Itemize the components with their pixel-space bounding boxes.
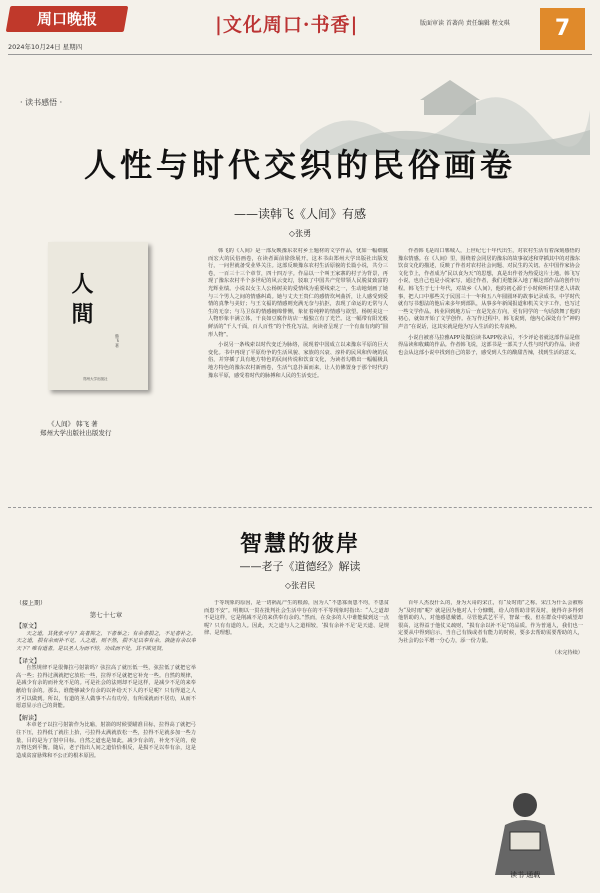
article1-subtitle: ——读韩飞《人间》有感 [233, 207, 366, 221]
paragraph: 于等现象的原因，是一切祸乱产生的根源，因为人“不患寡而患不均，不患贫而患不安”。明朝以一贯在批判社会生活中存在的不平等现象时指出：“人之道却不是这样，它是削减不足的来供奉有余的。”然而，在众多的人中谁能做到这一点呢？只有有道的人。因此，天之道与人之道相较，‘损有余补不足’是天道、是规律、是理想。 [204, 600, 389, 637]
issue-date: 2024年10月24日 星期四 [8, 43, 83, 51]
article1-byline: ◇张勇 [288, 229, 312, 238]
article2-column3 [398, 600, 583, 760]
caption-line: 郑州大学出版社出版发行 [40, 429, 112, 437]
article2-headline: 智慧的彼岸 [239, 531, 360, 557]
original-tag: 【原文】 [16, 623, 41, 631]
article2-column1 [16, 600, 196, 890]
book-cover-author: 韩飞 著 [115, 334, 120, 348]
section-title: |文化周口·书香| [215, 14, 359, 36]
header-divider [8, 54, 592, 55]
book-cover-title: 人間 [68, 272, 94, 332]
analysis-text: 本章老子以拉弓射箭作为比喻，射箭的时候要瞄准目标，拉得高了就把弓往下压，拉得低了就往上抬，弓拉得太满就放松一些，拉得不足就多加一些力量，目的是为了射中目标。自然之道也是如此，减少有余的，补充不足的，使万物达到平衡。随后，老子指出人间之道恰恰相反，是损不足以奉有余，这是造成贫富悬殊和不公正的根本原因。 [16, 722, 196, 759]
to-be-continued: （未完待续） [551, 649, 583, 656]
editor-credits: 版面审读 首著尚 责任编辑 程文琪 [420, 20, 510, 27]
caption-line: 《人间》 韩飞 著 [48, 420, 98, 428]
paragraph: 小说自被喜马拉雅APP及微信读书APP收录后，不少评论者就这部作品是值得品读和收藏的作品。作者韩飞说，这部书是一部关于人性与时代的作品。读者也会从这部小说中找到自己的影子，感受到人生的酸甜苦辣，找到生活的意义。 [398, 334, 580, 356]
article2-subtitle: ——老子《道德经》解读 [239, 560, 361, 573]
reading-figure-illustration [470, 780, 580, 880]
chapter-heading: 第七十七章 [89, 610, 123, 619]
article1-column2 [398, 248, 580, 493]
book-cover [48, 242, 148, 390]
masthead-logo [6, 6, 129, 32]
analysis-tag: 【解读】 [16, 714, 41, 722]
illustration-caption: 读书·通载 [510, 871, 541, 879]
paragraph: 百年人杰没什么的，身为大哥的宋江，有“及时雨”之称。宋江为什么会被称为“及时雨”呢？就是因为他对人十分慷慨，给人的帮助非常及时，使得许多得到他帮助的人，对他感恩戴德。尽管他武艺平平，智谋一般，但在群众中的威望却很高，这得益于他仗义疏财，“损有余以补不足”的品质。作为普通人，我们也一定要从中得到启示，当自己有钱或者有能力的时候，要多去帮助需要帮助的人，为社会的公平增一分心力，添一份力量。 [398, 600, 583, 644]
book-caption [20, 420, 190, 438]
article-divider [8, 507, 592, 508]
article2-byline: ◇张君民 [284, 581, 316, 590]
paragraph: 小说另一条线索以时代变迁为脉络，展现着中国成立以来豫东平原的巨大变化。书中再现了平原纷争的生活风貌、家族的兴衰、淳朴的民风和传统的民俗，并穿插了具有地方特色的民间传说和饮食文化，为读者勾勒出一幅幅极具地方特色的豫东农村新画卷，生活气息扑面而来，让人仿佛置身于那个时代的豫东平原，感受着时代的脉搏和人民的生活变迁。 [208, 342, 388, 379]
original-text: 天之道，其犹张弓与？高者抑之，下者举之；有余者损之，不足者补之。天之道，损有余而补不足。人之道，则不然，损不足以奉有余。孰能有余以奉天下？唯有道者。是以圣人为而不恃，功成而不处，其不欲见贤。 [16, 630, 196, 652]
page-number: 7 [540, 8, 585, 50]
article2-column2 [204, 600, 389, 890]
paragraph: 韩飞的《人间》是一部反映豫东农村乡土题材的文学作品，忧如一幅细腻而宏大的民俗画卷，在读者面前徐徐展开。这本书由郑州大学出版社出版发行，一问世就备受业界关注。这部反映豫东农村生活原貌的长篇小说，共分三卷，一百三十三个章节，四十四万字。作品以一个叫王家寨的村子为背景，再现了豫东农村半个多世纪的风云变幻，驳取了中国共产党带领人民脱贫致富的光辉业绩。小说以女主人公杨树美的爱情线为重要线索之一，生动地刻画了她与三个男人之间的情感纠葛。她与丈夫王贵仁的感情坎坷曲折，让人感受到爱情的真挚与美好；与王文福的情感则充满无奈与抗拒，表现了命运的无常与人生的无奈；与马卫东的情感缠绵悱恻，象征着纯粹的情感与欲望。杨树美这一人物形象丰满立体，干良如豆腐作坊店一般独立有了光芒。这一幅带有阳光般鲜活的“千人千面，百人百性”的个性化写法，向读者呈现了一个有血有肉的“圆形人物”。 [208, 248, 388, 338]
paragraph: 作者韩飞是周口郸城人，上世纪七十年代出生，对农村生活有着深刻感悟的豫东情感。在《人间》里，围绕着会同居的豫东的故事叙述和穿插其中的对豫东饮食文化的描述，反映了作者对农村社会问题、对民生的关切。在中国作家协会文化节上，作者成为“民以食为天”的思想，真是出作者为热爱这片土地。韩飞写小说，也自己也是小说家写，通过作者，我们更能深入地了解这部作品的创作历程。韩飞生于七十年代，对故乡《人间》，他的初心源于小时候听村里老人讲故事，把人口中那些关于民国三十一年和五八年圆圆环的故事记录成书。中学时代就有写书想法的他后来多年到部队，从事多年新闻报道和机关文字工作，也写过一些文学作品。转业回到地方后一直是先在方向，更有同学的一句话鼓舞了他的初心，就如开始了文学创作。在写作过程中，韩飞说到，他内心深处有个“神的声音”在说话，这其实就是他为写入生活的长寿流畅。 [398, 248, 580, 330]
section-title-text: 文化周口·书香 [222, 14, 351, 36]
masthead-text: 周口晚报 [36, 10, 97, 28]
column-label: · 读书感悟 · [20, 98, 63, 107]
article1-column1 [208, 248, 388, 493]
translation-text: 自然规律不是很像拉弓射箭吗？弦拉高了就压低一些，弦拉低了就把它举高一些；拉得过满就把它放松一些，拉得不足就把它补充一些。自然的规律，是减少有余的而补充不足的。可是社会的法则却不是这样，是减少不足的来奉献给有余的。那么，谁能够减少有余的以补给天下人的不足呢？只有得道之人才可以做到。所以，有道的圣人做事不占有功劳，有所成就而不居功，从而不愿意显示自己的贤能。 [16, 665, 196, 710]
article1-headline: 人性与时代交织的民俗画卷 [83, 146, 516, 184]
continuation-tag: （接上期） [16, 600, 47, 607]
book-cover-publisher: 郑州大学出版社 [83, 377, 108, 381]
translation-tag: 【译文】 [16, 657, 41, 665]
